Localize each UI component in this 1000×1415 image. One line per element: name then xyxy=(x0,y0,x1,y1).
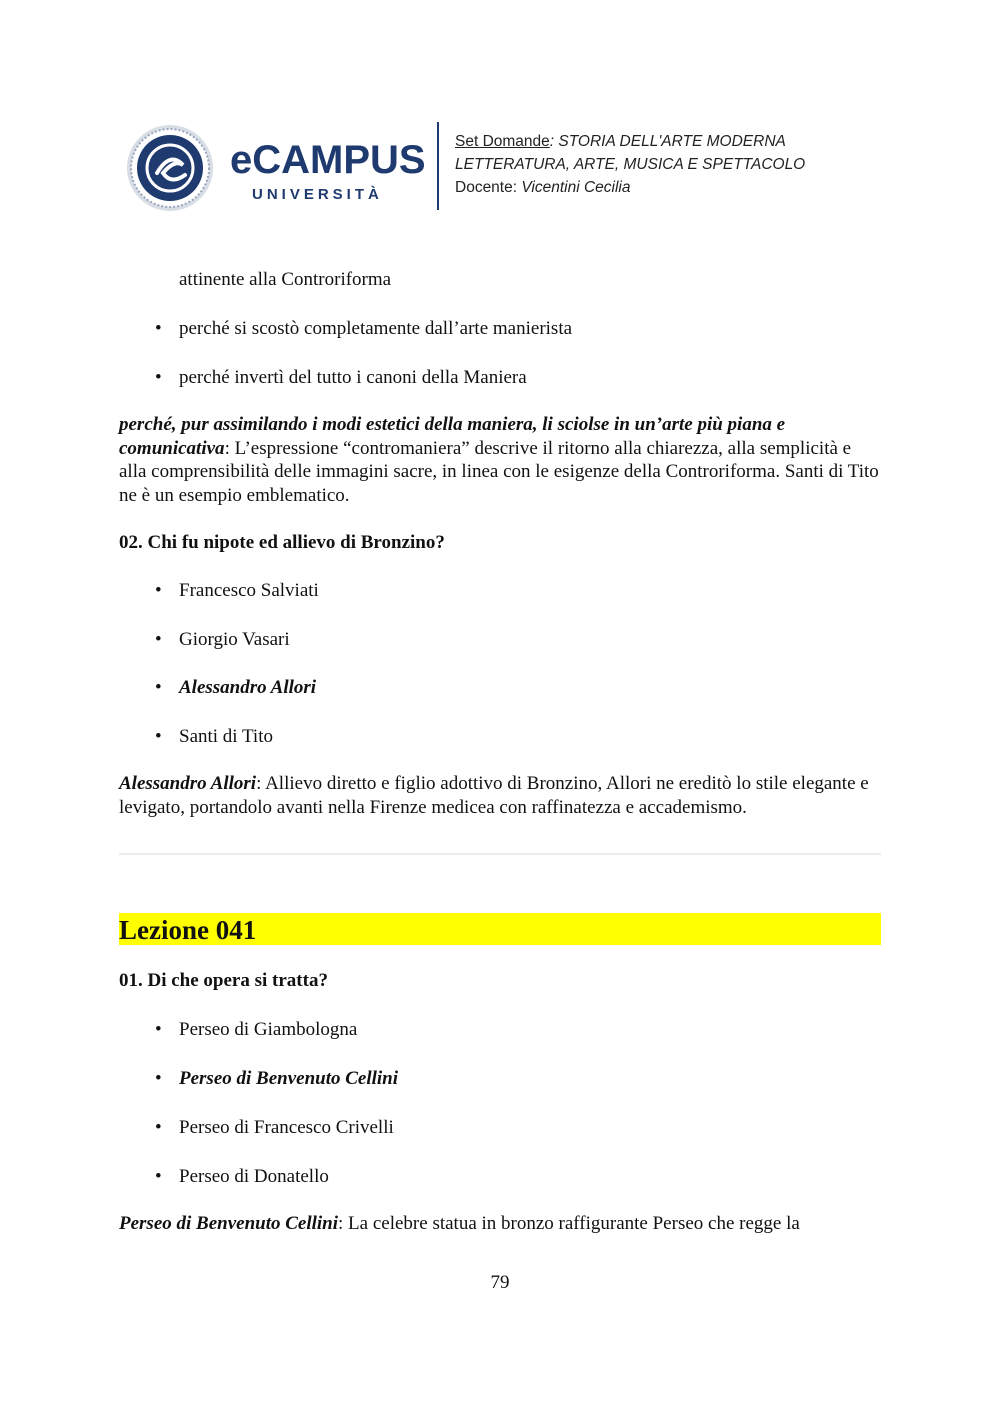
bullet: • xyxy=(155,1019,162,1040)
set-label: Set Domande xyxy=(455,133,550,150)
option-text: Perseo di Donatello xyxy=(179,1166,329,1187)
ecampus-logo xyxy=(230,140,425,210)
logo-universita: UNIVERSITÀ xyxy=(252,186,383,203)
bullet: • xyxy=(155,580,162,601)
option-text: Perseo di Francesco Crivelli xyxy=(179,1117,394,1138)
bullet: • xyxy=(155,629,162,650)
bullet: • xyxy=(155,1166,162,1187)
document-header xyxy=(125,118,885,218)
option-text: Santi di Tito xyxy=(179,726,273,747)
option-text: Francesco Salviati xyxy=(179,580,319,601)
section-divider xyxy=(119,853,881,855)
question-title: 01. Di che opera si tratta? xyxy=(119,970,328,991)
answer-text: Perseo di Benvenuto Cellini xyxy=(119,1213,339,1234)
bullet: • xyxy=(155,677,162,698)
docente-value: Vicentini Cecilia xyxy=(521,179,631,196)
logo-e: e xyxy=(230,138,253,182)
explanation-text: : Allievo diretto e figlio adottivo di Bronzino, Allori ne ereditò lo stile elegante e levigato, portandolo avanti nella Firenze medicea con raffinatezza e accademismo. xyxy=(119,773,869,818)
answer-text: perché, pur assimilando i modi estetici della maniera, li sciolse in un’arte più piana e comunicativa xyxy=(119,414,786,459)
explanation-text: : La celebre statua in bronzo raffigurante Perseo che regge la xyxy=(338,1213,800,1234)
page-number: 79 xyxy=(490,1272,510,1293)
set-value: : STORIA DELL'ARTE MODERNA xyxy=(549,133,786,150)
option-text: Perseo di Giambologna xyxy=(179,1019,358,1040)
docente-label: Docente: xyxy=(455,179,522,196)
header-info xyxy=(455,130,805,199)
university-seal-icon xyxy=(125,123,215,213)
option-text: Giorgio Vasari xyxy=(179,629,290,650)
answer-explanation xyxy=(119,772,881,819)
option-continuation: attinente alla Controriforma xyxy=(179,269,392,290)
option-text-correct: Perseo di Benvenuto Cellini xyxy=(179,1068,399,1089)
bullet: • xyxy=(155,1068,162,1089)
logo-campus: CAMPUS xyxy=(252,138,426,182)
answer-text: Alessandro Allori xyxy=(119,773,257,794)
bullet: • xyxy=(155,318,162,339)
option-text: perché si scostò completamente dall’arte manierista xyxy=(179,318,573,339)
option-text-correct: Alessandro Allori xyxy=(179,677,317,698)
option-text: perché invertì del tutto i canoni della Maniera xyxy=(179,367,527,388)
bullet: • xyxy=(155,726,162,747)
question-title: 02. Chi fu nipote ed allievo di Bronzino? xyxy=(119,532,445,553)
bullet: • xyxy=(155,1117,162,1138)
bullet: • xyxy=(155,367,162,388)
explanation-text: : L’espressione “contromaniera” descrive il ritorno alla chiarezza, alla semplicità e alla comprensibilità delle immagini sacre, in linea con le esigenze della Controriforma. Santi di Tito ne è un esempio emblematico. xyxy=(119,437,879,506)
answer-explanation xyxy=(119,1212,800,1236)
header-divider xyxy=(437,122,439,210)
category: LETTERATURA, ARTE, MUSICA E SPETTACOLO xyxy=(455,156,806,173)
lesson-title: Lezione 041 xyxy=(119,913,881,945)
answer-explanation xyxy=(119,413,881,507)
